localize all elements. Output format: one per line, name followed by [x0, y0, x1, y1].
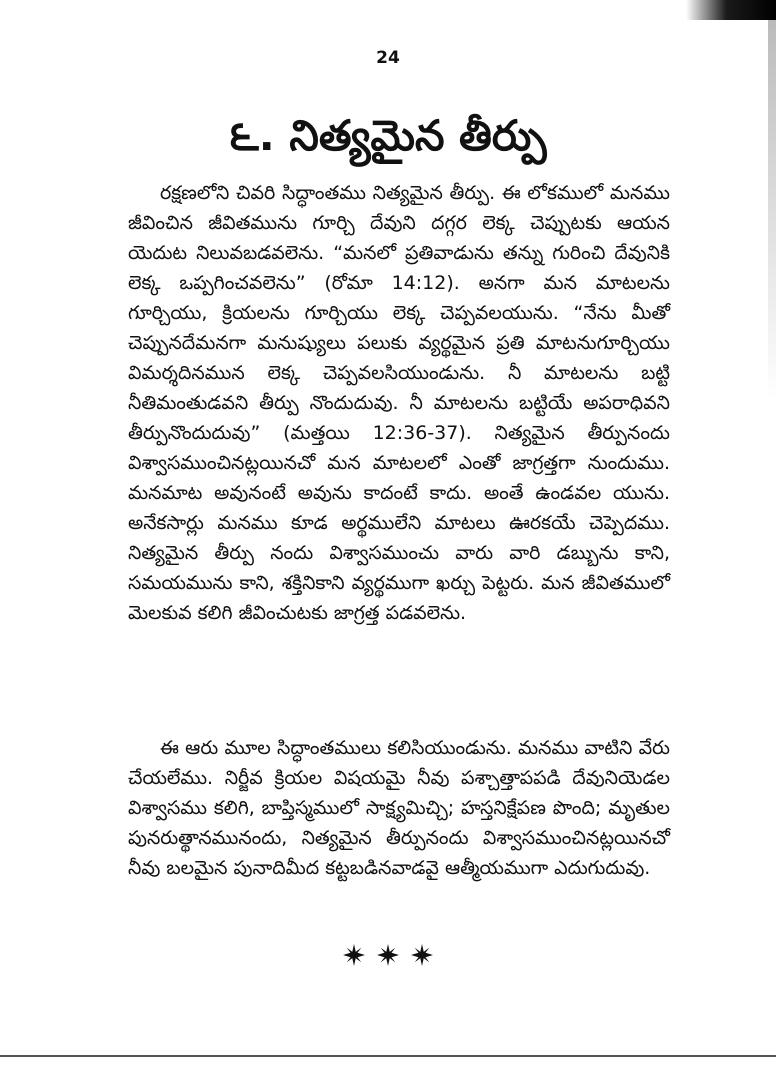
section-end-ornament	[0, 944, 776, 966]
asterisk-star-icon	[377, 944, 399, 966]
body-paragraph-1: రక్షణలోని చివరి సిద్ధాంతము నిత్యమైన తీర్పు. ఈ లోకములో మనము జీవించిన జీవితమును గూర్చి దేవుని దగ్గర లెక్క చెప్పుటకు ఆయన యెదుట నిలువబడవలెను. “మనలో ప్రతివాడును తన్ను గురించి దేవునికి లెక్క ఒప్పగించవలెను” (రోమా 14:12). అనగా మన మాటలను గూర్చియు, క్రియలను గూర్చియు లెక్క చెప్పవలయును. “నేను మీతో చెప్పునదేమనగా మనుష్యులు పలుకు వ్యర్థమైన ప్రతి మాటనుగూర్చియు విమర్శదినమున లెక్క చెప్పవలసియుండును. నీ మాటలను బట్టి నీతిమంతుడవని తీర్పు నొందుదువు. నీ మాటలను బట్టియే అపరాధివని తీర్పునొందుదువు” (మత్తయి 12:36-37). నిత్యమైన తీర్పునందు విశ్వాసముంచినట్లయినచో మన మాటలలో ఎంతో జాగ్రత్తగా నుందుము. మనమాట అవునంటే అవును కాదంటే కాదు. అంతే ఉండవల యును. అనేకసార్లు మనము కూడ అర్థములేని మాటలు ఊరకయే చెప్పెదము. నిత్యమైన తీర్పు నందు విశ్వాసముంచు వారు వారి డబ్బును కాని, సమయమును కాని, శక్తినికాని వ్యర్థముగా ఖర్చు పెట్టరు. మన జీవితములో మెలకువ కలిగి జీవించుటకు జాగ్రత్త పడవలెను.	[128, 182, 670, 624]
asterisk-star-icon	[343, 944, 365, 966]
scan-shadow-corner	[686, 0, 776, 20]
body-paragraph-2: ఈ ఆరు మూల సిద్ధాంతములు కలిసియుండును. మనము వాటిని వేరు చేయలేము. నిర్జీవ క్రియల విషయమై నీవు పశ్చాత్తాపపడి దేవునియెడల విశ్వాసము కలిగి, బాప్తిస్మములో సాక్ష్యమిచ్చి; హస్తనిక్షేపణ పొంది; మృతుల పునరుత్థానమునందు, నిత్యమైన తీర్పునందు విశ్వాసముంచినట్లయినచో నీవు బలమైన పునాదిమీద కట్టబడినవాడవై ఆత్మీయముగా ఎదుగుదువు.	[128, 737, 670, 879]
asterisk-star-icon	[411, 944, 433, 966]
scan-bottom-edge	[0, 1055, 776, 1057]
chapter-title: ౬. నిత్యమైన తీర్పు	[229, 111, 547, 160]
scan-shadow-edge	[768, 20, 776, 400]
page-number: 24	[376, 48, 400, 68]
